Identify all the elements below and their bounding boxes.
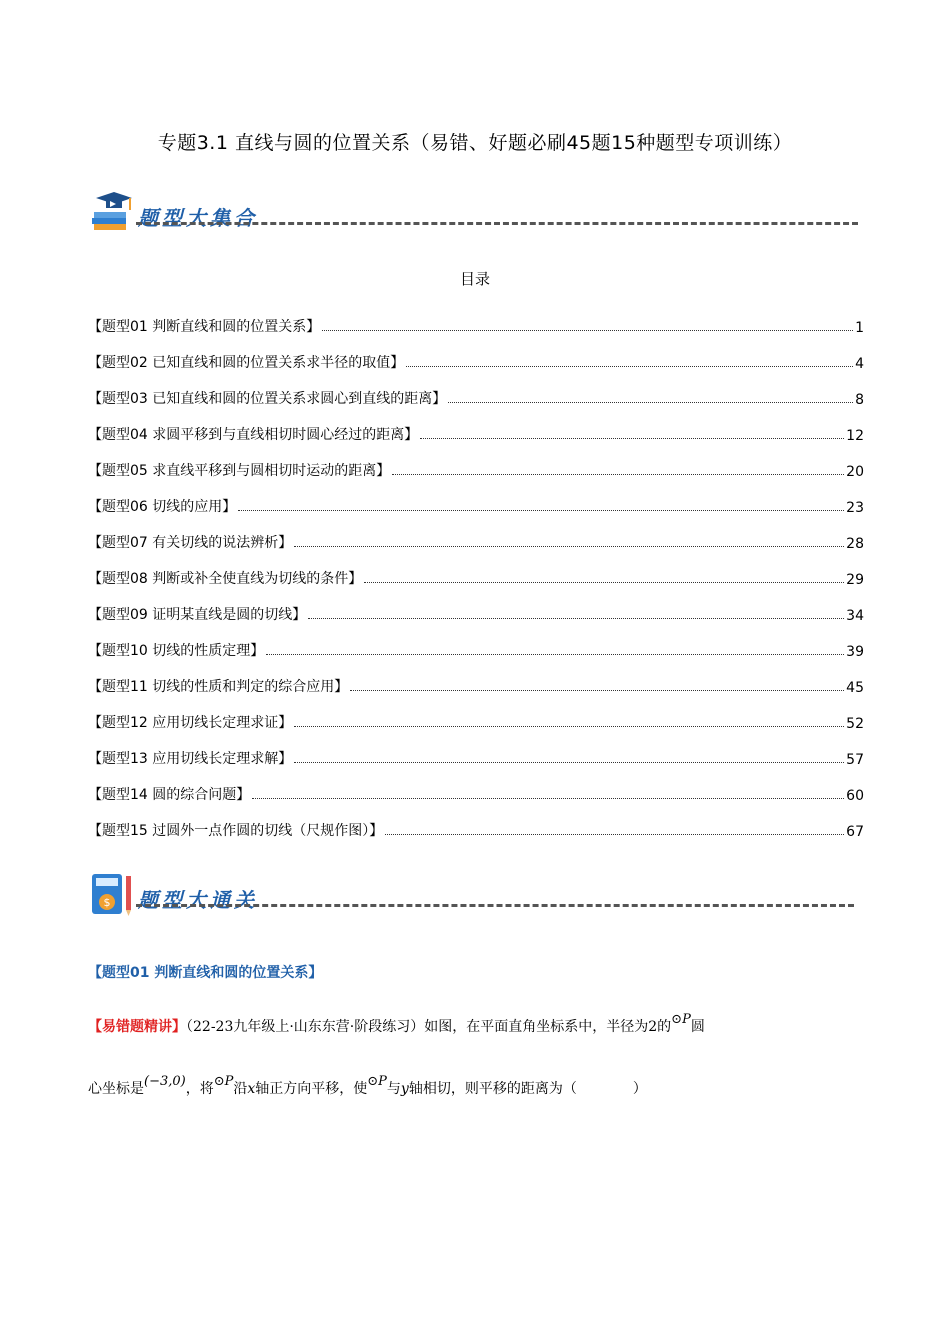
toc-item-page: 29	[846, 572, 864, 588]
toc-item[interactable]	[88, 732, 864, 768]
question-text: 沿	[233, 1081, 248, 1097]
toc-heading: 目录	[459, 270, 490, 288]
toc-item-label: 【题型05 求直线平移到与圆相切时运动的距离】	[88, 463, 391, 479]
toc-item-label: 【题型09 证明某直线是圆的切线】	[88, 607, 307, 623]
toc-item-page: 34	[846, 608, 864, 624]
toc-item-label: 【题型08 判断或补全使直线为切线的条件】	[88, 571, 363, 587]
toc-item-label: 【题型14 圆的综合问题】	[88, 787, 251, 803]
center-coordinate: (−3,0)	[144, 1074, 186, 1089]
toc-item[interactable]	[88, 516, 864, 552]
toc-item-page: 52	[846, 716, 864, 732]
section-heading: 【题型01 判断直线和圆的位置关系】	[88, 965, 323, 981]
toc-item-label: 【题型03 已知直线和圆的位置关系求圆心到直线的距离】	[88, 391, 447, 407]
var-y: y	[400, 1081, 409, 1097]
banner-rule	[136, 904, 854, 907]
toc-item-label: 【题型02 已知直线和圆的位置关系求半径的取值】	[88, 355, 405, 371]
toc-item-page: 28	[846, 536, 864, 552]
toc-item[interactable]	[88, 336, 864, 372]
toc-leader-dots	[238, 510, 844, 511]
toc-item[interactable]	[88, 624, 864, 660]
toc-item[interactable]	[88, 480, 864, 516]
toc-item[interactable]	[88, 408, 864, 444]
question-text: ，将	[185, 1081, 214, 1097]
var-x: x	[247, 1081, 256, 1097]
toc-item-label: 【题型06 切线的应用】	[88, 499, 237, 515]
error-tag: 【易错题精讲】	[88, 1019, 186, 1035]
graduation-book-icon	[88, 188, 136, 236]
collection-banner-label: 题型大集合	[138, 206, 258, 230]
toc-leader-dots	[448, 402, 853, 403]
toc-leader-dots	[308, 618, 844, 619]
toc-item-page: 67	[846, 824, 864, 840]
toc-leader-dots	[294, 546, 844, 547]
toc-item-page: 57	[846, 752, 864, 768]
pass-banner-label: 题型大通关	[138, 888, 258, 912]
toc-item-page: 39	[846, 644, 864, 660]
toc-item-label: 【题型04 求圆平移到与直线相切时圆心经过的距离】	[88, 427, 419, 443]
toc-item[interactable]	[88, 372, 864, 408]
toc-item[interactable]	[88, 768, 864, 804]
toc-item[interactable]	[88, 444, 864, 480]
toc-item-label: 【题型10 切线的性质定理】	[88, 643, 265, 659]
toc-item[interactable]	[88, 804, 864, 840]
toc-leader-dots	[364, 582, 844, 583]
question-text: 与	[386, 1081, 401, 1097]
toc-item-label: 【题型07 有关切线的说法辨析】	[88, 535, 293, 551]
toc-leader-dots	[385, 834, 844, 835]
table-of-contents	[88, 300, 864, 840]
toc-item-page: 8	[855, 392, 864, 408]
toc-item[interactable]	[88, 660, 864, 696]
page-title: 专题3.1 直线与圆的位置关系（易错、好题必刷45题15种题型专项训练）	[157, 132, 793, 154]
toc-item[interactable]	[88, 552, 864, 588]
toc-leader-dots	[350, 690, 844, 691]
question-line-1	[88, 1012, 705, 1036]
circle-p: ⊙P	[367, 1074, 387, 1089]
collection-banner	[88, 188, 860, 236]
toc-leader-dots	[406, 366, 853, 367]
question-line-2	[88, 1074, 647, 1098]
toc-item[interactable]	[88, 300, 864, 336]
toc-item-page: 60	[846, 788, 864, 804]
toc-leader-dots	[294, 762, 844, 763]
toc-leader-dots	[420, 438, 844, 439]
toc-item-page: 20	[846, 464, 864, 480]
toc-item-label: 【题型13 应用切线长定理求解】	[88, 751, 293, 767]
toc-item[interactable]	[88, 696, 864, 732]
svg-text:$: $	[103, 896, 111, 909]
question-text: 心坐标是	[88, 1081, 144, 1097]
toc-leader-dots	[322, 330, 853, 331]
toc-leader-dots	[294, 726, 844, 727]
toc-leader-dots	[252, 798, 844, 799]
pass-banner	[88, 870, 856, 918]
question-text: 轴相切，则平移的距离为（ ）	[408, 1081, 647, 1097]
circle-p: ⊙P	[213, 1074, 234, 1089]
toc-item-label: 【题型01 判断直线和圆的位置关系】	[88, 319, 321, 335]
question-text: （22-23九年级上·山东东营·阶段练习）如图，在平面直角坐标系中，半径为2的	[186, 1019, 672, 1035]
toc-item-page: 4	[855, 356, 864, 372]
toc-item-page: 45	[846, 680, 864, 696]
toc-item-label: 【题型12 应用切线长定理求证】	[88, 715, 293, 731]
toc-item-label: 【题型15 过圆外一点作圆的切线（尺规作图）】	[88, 823, 384, 839]
toc-item-page: 23	[846, 500, 864, 516]
toc-leader-dots	[266, 654, 844, 655]
question-text: 圆	[690, 1019, 705, 1035]
question-text: 轴正方向平移，使	[255, 1081, 368, 1097]
calculator-icon	[88, 870, 136, 918]
circle-p: ⊙P	[671, 1012, 691, 1027]
banner-rule	[136, 222, 858, 225]
toc-item-page: 1	[855, 320, 864, 336]
toc-item-label: 【题型11 切线的性质和判定的综合应用】	[88, 679, 349, 695]
toc-item-page: 12	[846, 428, 864, 444]
toc-leader-dots	[392, 474, 844, 475]
toc-item[interactable]	[88, 588, 864, 624]
